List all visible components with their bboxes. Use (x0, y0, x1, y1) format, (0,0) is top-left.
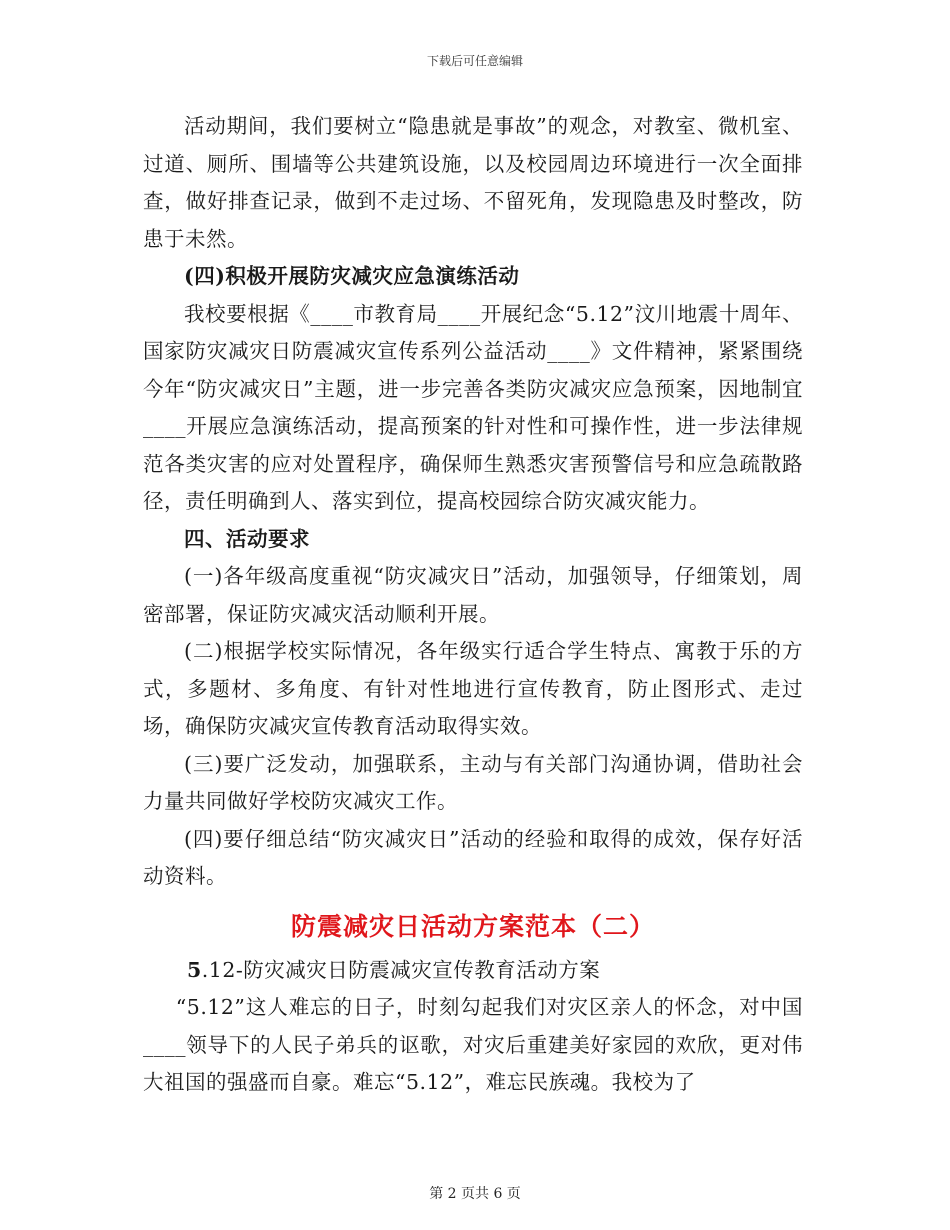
page-header: 下载后可任意编辑 (426, 54, 523, 68)
paragraph-intro: “5.12”这人难忘的日子，时刻勾起我们对灾区亲人的怀念，对中国____领导下的人民子弟兵的讴歌，对灾后重建美好家园的欢欣，更对伟大祖国的强盛而自豪。难忘“5.12”，难忘民族魂。我校为了 (143, 995, 803, 1094)
paragraph-drill: 我校要根据《____市教育局____开展纪念“5.12”汶川地震十周年、国家防灾减灾日防震减灾宣传系列公益活动____》文件精神，紧紧围绕今年“防灾减灾日”主题，进一步完善各类防灾减灾应急预案，因地制宜____开展应急演练活动，提高预案的针对性和可操作性，进一步法律规范各类灾害的应对处置程序，确保师生熟悉灾害预警信号和应急疏散路径，责任明确到人、落实到位，提高校园综合防灾减灾能力。 (143, 301, 803, 513)
page-footer: 第 2 页共 6 页 (429, 1186, 521, 1202)
section-subtitle (187, 952, 803, 990)
section-title: 防震减灾日活动方案范本（二） (290, 911, 655, 941)
paragraph-requirement-3: (三)要广泛发动，加强联系，主动与有关部门沟通协调，借助社会力量共同做好学校防灾减灾工作。 (143, 751, 803, 813)
subtitle-bold-number: 5 (187, 957, 202, 982)
heading-emergency-drill: (四)积极开展防灾减灾应急演练活动 (184, 264, 520, 288)
heading-requirements: 四、活动要求 (184, 526, 310, 551)
paragraph-requirement-1: (一)各年级高度重视“防灾减灾日”活动，加强领导，仔细策划，周密部署，保证防灾减灾活动顺利开展。 (143, 564, 803, 626)
subtitle-text: .12-防灾减灾日防震减灾宣传教育活动方案 (201, 957, 601, 982)
paragraph-inspection: 活动期间，我们要树立“隐患就是事故”的观念，对教室、微机室、过道、厕所、围墙等公共建筑设施，以及校园周边环境进行一次全面排查，做好排查记录，做到不走过场、不留死角，发现隐患及时整改，防患于未然。 (143, 114, 803, 251)
paragraph-requirement-2: (二)根据学校实际情况，各年级实行适合学生特点、寓教于乐的方式，多题材、多角度、有针对性地进行宣传教育，防止图形式、走过场，确保防灾减灾宣传教育活动取得实效。 (143, 639, 803, 738)
paragraph-requirement-4: (四)要仔细总结“防灾减灾日”活动的经验和取得的成效，保存好活动资料。 (143, 826, 803, 888)
document-body (143, 108, 803, 1102)
